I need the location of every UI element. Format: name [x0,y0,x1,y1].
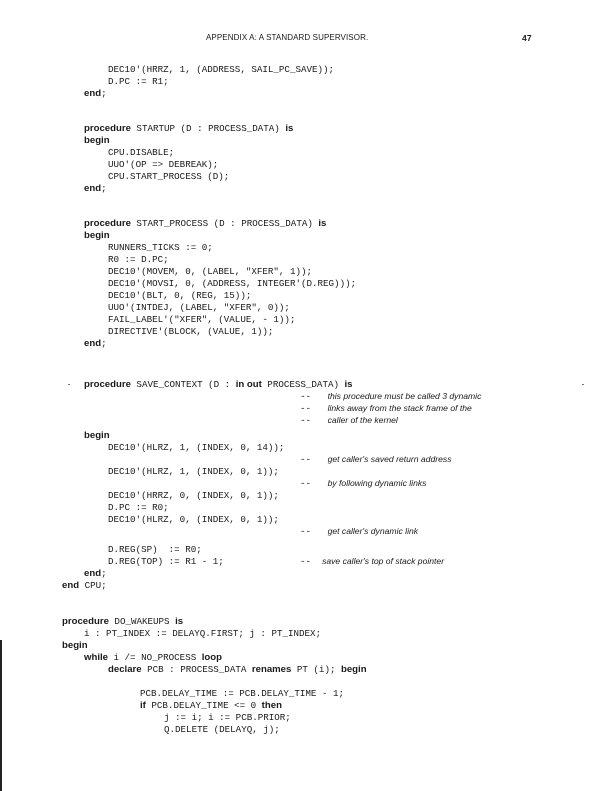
keyword: loop [201,652,222,663]
code-line [84,336,107,348]
keyword: end [84,338,102,349]
code-text: PCB.DELAY_TIME := PCB.DELAY_TIME - 1; [140,688,344,699]
scan-margin-mark [0,640,2,791]
code-text: UUO'(INTDEJ, (LABEL, "XFER", 0)); [108,302,290,313]
code-text: ; [101,568,107,579]
code-line [84,216,326,228]
code-line [62,578,107,590]
comment-marker: -- [300,478,328,489]
comment-text: get caller's saved return address [327,454,452,464]
code-line [84,121,293,133]
comment-text: save caller's top of stack pointer [322,556,445,566]
code-line [108,62,334,74]
code-line [300,554,444,566]
code-line [84,650,222,662]
code-text: STARTUP (D : PROCESS_DATA) [130,123,286,134]
code-line [108,157,218,169]
code-line [300,401,472,413]
comment-marker: -- [300,556,323,567]
keyword: begin [84,430,110,441]
keyword: end [84,568,102,579]
code-text: PCB : PROCESS_DATA [141,664,252,675]
comment-text: links away from the stack frame of the [327,403,472,413]
keyword: if [140,700,146,711]
code-line [108,288,251,300]
comment-marker: -- [300,403,328,414]
keyword: then [261,700,282,711]
keyword: begin [62,640,88,651]
code-text: j := i; i := PCB.PRIOR; [164,712,291,723]
keyword: end [84,183,102,194]
keyword: renames [251,664,292,675]
code-text: i /= NO_PROCESS [108,652,202,663]
comment-marker: -- [300,415,328,426]
code-text: ; [101,338,107,349]
code-text: SAVE_CONTEXT (D : [130,379,236,390]
code-line [164,722,280,734]
keyword: end [62,580,80,591]
code-line [108,464,279,476]
code-text: FAIL_LABEL'("XFER", (VALUE, - 1)); [108,314,296,325]
comment-marker: -- [300,391,328,402]
keyword: procedure [84,218,131,229]
code-line [108,440,284,452]
code-text: R0 := D.PC; [108,254,169,265]
code-text: PT (i); [291,664,341,675]
code-line [108,240,213,252]
keyword: while [84,652,108,663]
code-text: CPU.START_PROCESS (D); [108,171,230,182]
code-line [108,264,312,276]
code-text: D.PC := R1; [108,76,169,87]
code-text: DIRECTIVE'(BLOCK, (VALUE, 1)); [108,326,274,337]
code-line [300,413,398,425]
scan-speck [582,384,584,385]
code-line [140,698,282,710]
code-text: DEC10'(HLRZ, 1, (INDEX, 0, 14)); [108,442,285,453]
keyword: begin [84,230,110,241]
code-line [108,500,169,512]
code-line [108,512,279,524]
keyword: is [285,123,294,134]
code-line [62,614,183,626]
comment-text: by following dynamic links [327,478,427,488]
scan-speck [68,384,70,385]
code-line [84,86,107,98]
code-text: ; [101,183,107,194]
code-text: PROCESS_DATA) [261,379,345,390]
code-line [108,300,290,312]
code-text: D.REG(TOP) := R1 - 1; [108,556,224,567]
code-line [108,252,169,264]
code-line [108,145,174,157]
code-line [108,169,229,181]
code-text: Q.DELETE (DELAYQ, j); [164,724,280,735]
code-text: DEC10'(HRRZ, 1, (ADDRESS, SAIL_PC_SAVE)); [108,64,335,75]
keyword: begin [340,664,367,675]
code-line [84,133,110,145]
keyword: begin [84,135,110,146]
code-text: START_PROCESS (D : PROCESS_DATA) [130,218,319,229]
code-text: D.PC := R0; [108,502,169,513]
keyword: is [318,218,327,229]
keyword: is [175,616,184,627]
keyword: declare [108,664,142,675]
code-line [140,686,344,698]
code-line [108,324,273,336]
comment-marker: -- [300,454,328,465]
code-line [108,554,224,566]
code-text: RUNNERS_TICKS := 0; [108,242,213,253]
code-text: DEC10'(BLT, 0, (REG, 15)); [108,290,252,301]
code-line [164,710,291,722]
keyword: procedure [84,123,131,134]
code-line [300,524,418,536]
code-text: UUO'(OP => DEBREAK); [108,159,219,170]
code-text: ; [101,88,107,99]
code-line [108,662,367,674]
code-line [300,476,426,488]
comment-marker: -- [300,526,328,537]
code-text: DO_WAKEUPS [108,616,176,627]
code-line [300,452,452,464]
code-line [62,638,88,650]
code-line [84,181,107,193]
code-line [84,566,107,578]
code-text: CPU.DISABLE; [108,147,175,158]
code-line [84,228,110,240]
keyword: procedure [62,616,109,627]
code-text: DEC10'(HRRZ, 0, (INDEX, 0, 1)); [108,490,279,501]
comment-text: get caller's dynamic link [327,526,419,536]
code-line [84,377,353,389]
keyword: procedure [84,379,131,390]
keyword: in out [235,379,262,390]
code-line [108,312,295,324]
comment-text: caller of the kernel [327,415,398,425]
comment-text: this procedure must be called 3 dynamic [327,391,482,401]
keyword: is [344,379,353,390]
code-line [108,74,169,86]
code-text: DEC10'(HLRZ, 0, (INDEX, 0, 1)); [108,514,279,525]
code-line [108,276,356,288]
code-text: D.REG(SP) := R0; [108,544,202,555]
code-text: DEC10'(HLRZ, 1, (INDEX, 0, 1)); [108,466,279,477]
code-text: CPU; [79,580,107,591]
code-text: DEC10'(MOVEM, 0, (LABEL, "XFER", 1)); [108,266,312,277]
code-line [108,488,279,500]
code-text: i : PT_INDEX := DELAYQ.FIRST; j : PT_INDEX; [84,628,322,639]
code-text: PCB.DELAY_TIME <= 0 [145,700,262,711]
code-line [84,626,321,638]
code-text: DEC10'(MOVSI, 0, (ADDRESS, INTEGER'(D.REG))); [108,278,357,289]
code-line [300,389,481,401]
running-header: APPENDIX A: A STANDARD SUPERVISOR. [206,33,369,42]
keyword: end [84,88,102,99]
page-number: 47 [522,33,532,43]
code-line [84,428,110,440]
code-line [108,542,202,554]
